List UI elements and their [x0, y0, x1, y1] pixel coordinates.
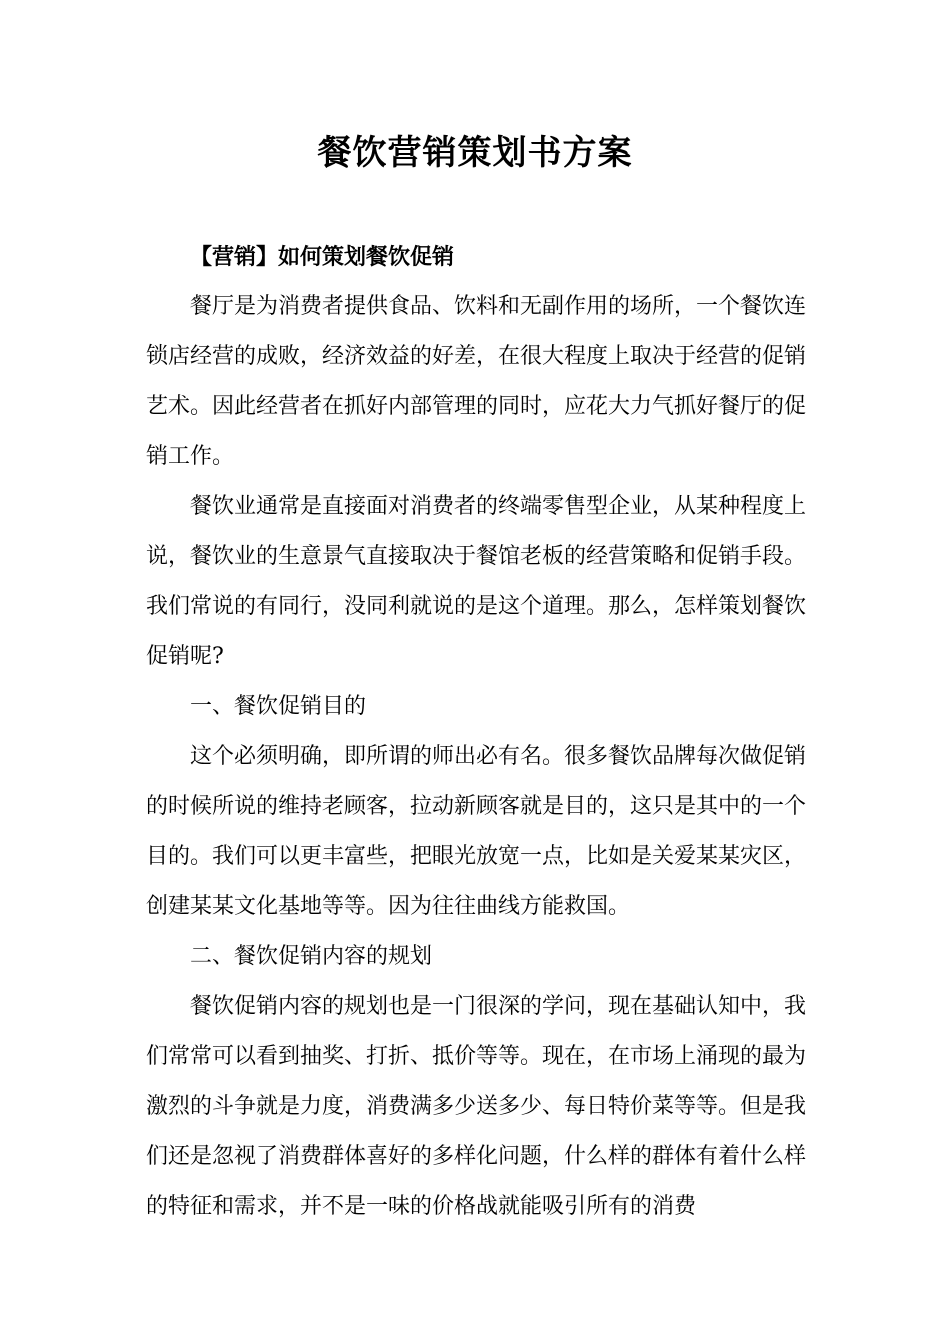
- heading-promotion-content: 二、餐饮促销内容的规划: [190, 944, 433, 969]
- document-title: 餐饮营销策划书方案: [317, 133, 633, 173]
- document-body: [146, 232, 806, 1232]
- paragraph-goal: 这个必须明确，即所谓的师出必有名。很多餐饮品牌每次做促销的时候所说的维持老顾客，拉动新顾客就是目的，这只是其中的一个目的。我们可以更丰富些，把眼光放宽一点，比如是关爱某某灾区，创建某某文化基地等等。因为往往曲线方能救国。: [146, 744, 807, 919]
- heading-promotion-goal: 一、餐饮促销目的: [190, 694, 367, 719]
- paragraph-intro: 餐厅是为消费者提供食品、饮料和无副作用的场所，一个餐饮连锁店经营的成败，经济效益的好差，在很大程度上取决于经营的促销艺术。因此经营者在抓好内部管理的同时，应花大力气抓好餐厅的促销工作。: [146, 294, 807, 469]
- section-subtitle: 【营销】如何策划餐饮促销: [190, 244, 455, 270]
- paragraph-industry: 餐饮业通常是直接面对消费者的终端零售型企业，从某种程度上说，餐饮业的生意景气直接取决于餐馆老板的经营策略和促销手段。我们常说的有同行，没同利就说的是这个道理。那么，怎样策划餐饮促销呢?: [146, 494, 807, 669]
- paragraph-content: 餐饮促销内容的规划也是一门很深的学问，现在基础认知中，我们常常可以看到抽奖、打折、抵价等等。现在，在市场上涌现的最为激烈的斗争就是力度，消费满多少送多少、每日特价菜等等。但是我们还是忽视了消费群体喜好的多样化问题，什么样的群体有着什么样的特征和需求，并不是一味的价格战就能吸引所有的消费: [146, 994, 807, 1219]
